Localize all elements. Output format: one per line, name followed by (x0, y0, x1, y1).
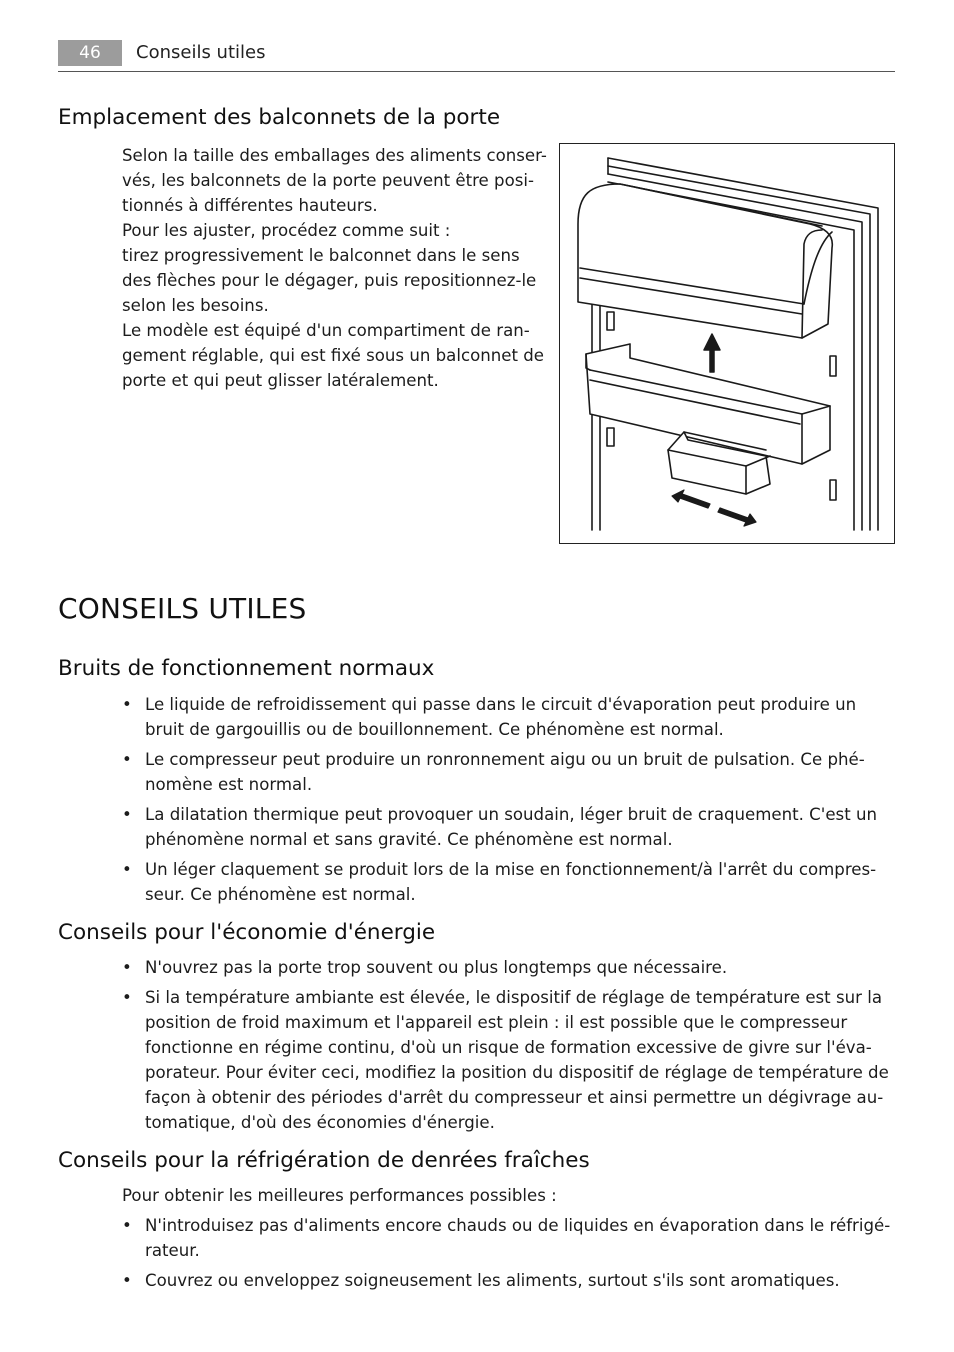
list-item-line: nomène est normal. (145, 775, 313, 794)
list-item-line: position de froid maximum et l'appareil est plein : il est possible que le compresseur (145, 1013, 848, 1032)
door-shelf-illustration (559, 143, 895, 544)
list-item-line: Un léger claquement se produit lors de la mise en fonctionnement/à l'arrêt du compres- (145, 860, 877, 879)
heading-noise: Bruits de fonctionnement normaux (58, 656, 435, 681)
text-line: tirez progressivement le balconnet dans le sens (122, 246, 520, 265)
text-line: porte et qui peut glisser latéralement. (122, 371, 439, 390)
list-item-line: bruit de gargouillis ou de bouillonnement. Ce phénomène est normal. (145, 720, 724, 739)
text-line: vés, les balconnets de la porte peuvent être posi- (122, 171, 534, 190)
list-item (122, 1268, 897, 1293)
page-header (58, 40, 895, 72)
list-item-line: tomatique, d'où des économies d'énergie. (145, 1113, 495, 1132)
heading-fresh-food: Conseils pour la réfrigération de denrées fraîches (58, 1148, 590, 1173)
list-item-line: phénomène normal et sans gravité. Ce phénomène est normal. (145, 830, 673, 849)
list-item (122, 747, 897, 797)
text-line: des flèches pour le dégager, puis repositionnez-le (122, 271, 537, 290)
fresh-food-intro: Pour obtenir les meilleures performances possibles : (122, 1186, 557, 1205)
list-item-line: N'introduisez pas d'aliments encore chauds ou de liquides en évaporation dans le réfrigé- (145, 1216, 891, 1235)
noise-list (122, 692, 897, 907)
list-item (122, 692, 897, 742)
list-item-line: façon à obtenir des périodes d'arrêt du compresseur et ainsi permettre un dégivrage au- (145, 1088, 884, 1107)
text-line: selon les besoins. (122, 296, 269, 315)
door-shelves-text (122, 143, 552, 393)
page-number: 46 (58, 40, 122, 66)
list-item (122, 955, 897, 980)
list-item (122, 857, 897, 907)
fresh-food-list (122, 1213, 897, 1293)
main-title: CONSEILS UTILES (58, 592, 307, 625)
list-item-line: Si la température ambiante est élevée, le dispositif de réglage de température est sur la (145, 988, 882, 1007)
energy-list (122, 955, 897, 1135)
list-item (122, 985, 897, 1135)
list-item-line: rateur. (145, 1241, 200, 1260)
list-item-line: N'ouvrez pas la porte trop souvent ou plus longtemps que nécessaire. (145, 958, 728, 977)
list-item-line: La dilatation thermique peut provoquer un soudain, léger bruit de craquement. C'est un (145, 805, 878, 824)
text-line: Pour les ajuster, procédez comme suit : (122, 221, 451, 240)
list-item (122, 802, 897, 852)
list-item-line: Le compresseur peut produire un ronronnement aigu ou un bruit de pulsation. Ce phé- (145, 750, 865, 769)
list-item-line: fonctionne en régime continu, d'où un risque de formation excessive de givre sur l'éva- (145, 1038, 872, 1057)
header-title: Conseils utiles (136, 42, 266, 63)
text-line: Le modèle est équipé d'un compartiment de ran- (122, 321, 530, 340)
list-item-line: Couvrez ou enveloppez soigneusement les aliments, surtout s'ils sont aromatiques. (145, 1271, 840, 1290)
list-item-line: Le liquide de refroidissement qui passe dans le circuit d'évaporation peut produire un (145, 695, 857, 714)
list-item-line: seur. Ce phénomène est normal. (145, 885, 416, 904)
list-item-line: porateur. Pour éviter ceci, modifiez la position du dispositif de réglage de température de (145, 1063, 889, 1082)
heading-energy: Conseils pour l'économie d'énergie (58, 920, 436, 945)
text-line: Selon la taille des emballages des aliments conser- (122, 146, 547, 165)
list-item (122, 1213, 897, 1263)
text-line: tionnés à différentes hauteurs. (122, 196, 378, 215)
heading-door-shelves: Emplacement des balconnets de la porte (58, 105, 501, 130)
text-line: gement réglable, qui est fixé sous un balconnet de (122, 346, 545, 365)
door-shelf-drawing (560, 144, 894, 543)
